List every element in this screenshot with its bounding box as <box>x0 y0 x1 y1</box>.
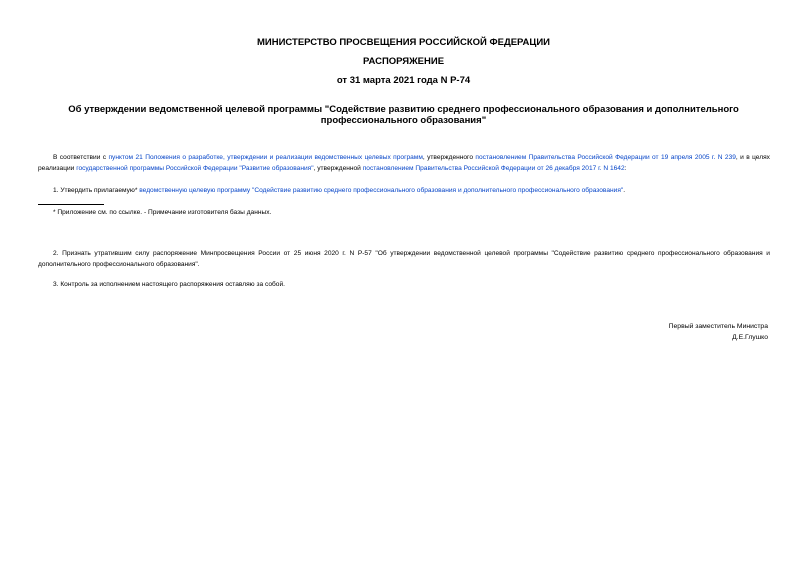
paragraph-preamble <box>38 152 770 174</box>
paragraph-item-1 <box>38 185 770 196</box>
paragraph-item-3: 3. Контроль за исполнением настоящего распоряжения оставляю за собой. <box>53 281 285 288</box>
link-regulation-point-21[interactable]: пунктом 21 Положения о разработке, утверждении и реализации ведомственных целевых программ <box>108 154 423 161</box>
item-1-text-1: 1. Утвердить прилагаемую* <box>53 187 140 194</box>
footnote-text: * Приложение см. по ссылке. - Примечание изготовителя базы данных. <box>53 209 272 216</box>
ministry-heading: МИНИСТЕРСТВО ПРОСВЕЩЕНИЯ РОССИЙСКОЙ ФЕДЕРАЦИИ <box>256 37 551 48</box>
paragraph-item-2: 2. Признать утратившим силу распоряжение Минпросвещения России от 25 июня 2020 г. N Р-57 "Об утверждении ведомственной целевой программы "Содействие развитию среднего профессионального образования и дополнительного профессионального образования". <box>38 250 770 268</box>
link-government-decree-239[interactable]: постановлением Правительства Российской Федерации от 19 апреля 2005 г. N 239 <box>475 154 736 161</box>
item-1-text-2: . <box>623 187 626 194</box>
link-government-decree-1642[interactable]: постановлением Правительства Российской Федерации от 26 декабря 2017 г. N 1642 <box>362 165 625 172</box>
footnote-separator <box>38 204 104 205</box>
preamble-text-3: , и в целях реализации <box>38 154 770 172</box>
signatory-name: Д.Е.Глушко <box>732 334 768 341</box>
document-type-heading: РАСПОРЯЖЕНИЕ <box>362 56 445 67</box>
link-state-program-education[interactable]: государственной программы Российской Федерации "Развитие образования" <box>76 165 314 172</box>
document-date-number: от 31 марта 2021 года N Р-74 <box>336 75 471 86</box>
document-title: Об утверждении ведомственной целевой программы "Содействие развитию среднего профессионального образования и дополнительного профессионального образования" <box>68 104 739 126</box>
preamble-text-5: : <box>624 165 627 172</box>
preamble-text-2: , утвержденного <box>422 154 476 161</box>
preamble-text-4: , утвержденной <box>313 165 363 172</box>
signatory-position: Первый заместитель Министра <box>668 323 768 330</box>
preamble-text-1: В соответствии с <box>53 154 109 161</box>
link-departmental-program[interactable]: ведомственную целевую программу "Содействие развитию среднего профессионального образования и дополнительного профессионального образования" <box>139 187 624 194</box>
